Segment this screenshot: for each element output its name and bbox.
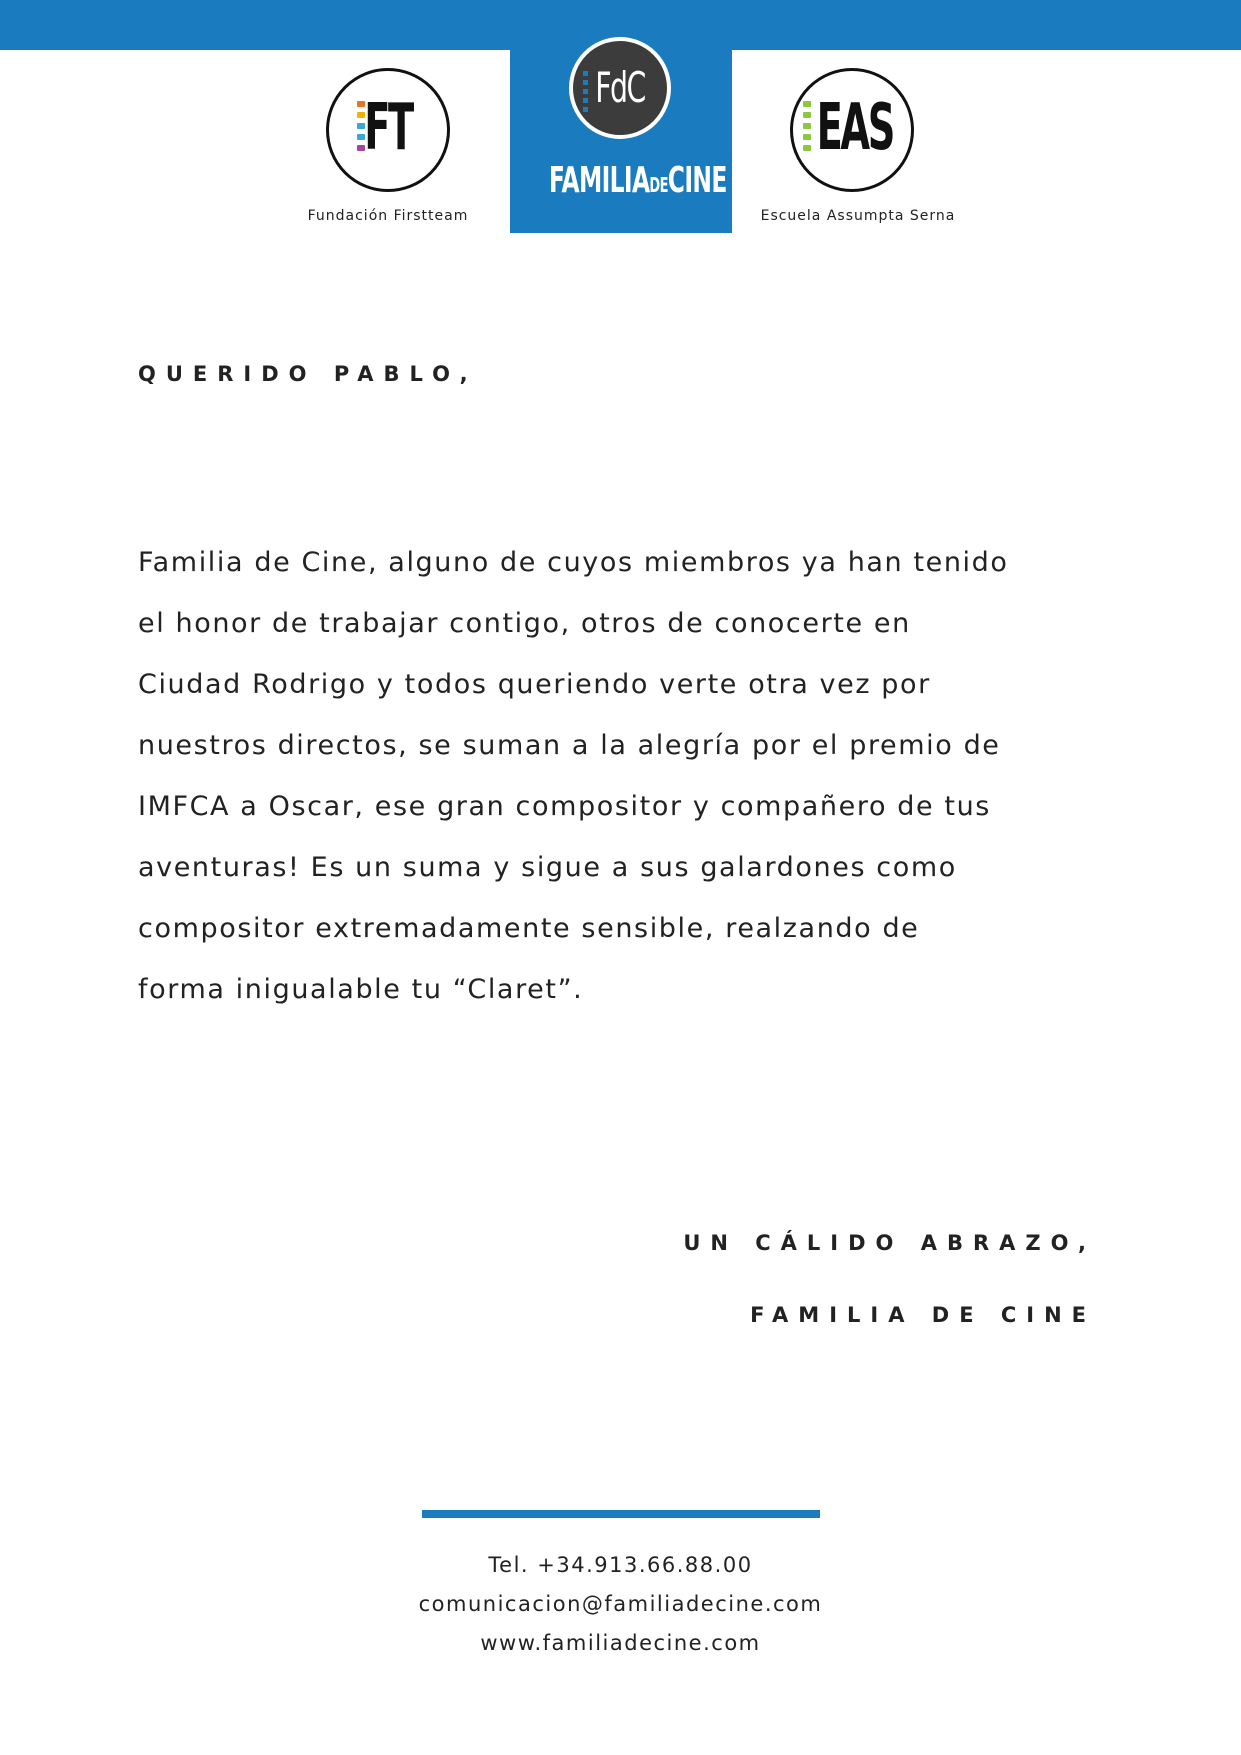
ft-initials: FT: [364, 91, 412, 165]
body-line: Ciudad Rodrigo y todos queriendo verte otra vez por: [138, 669, 931, 700]
body-line: nuestros directos, se suman a la alegría por el premio de: [138, 730, 1001, 761]
firstteam-caption: Fundación Firstteam: [307, 208, 469, 224]
body-line: aventuras! Es un suma y sigue a sus galardones como: [138, 852, 957, 883]
contact-email[interactable]: comunicacion@familiadecine.com: [418, 1592, 823, 1616]
body-line: compositor extremadamente sensible, realzando de: [138, 913, 920, 944]
letter-body: [138, 532, 1098, 1020]
letter-closing: UN CÁLIDO ABRAZO,: [683, 1231, 1096, 1255]
film-strip-icon: [803, 101, 811, 156]
fdc-initials: FdC: [595, 63, 645, 112]
eas-initials: EAS: [816, 91, 894, 165]
fdc-wordmark: FAMILIADECINE: [548, 160, 727, 201]
contact-website[interactable]: www.familiadecine.com: [480, 1631, 761, 1655]
firstteam-logo: [326, 68, 450, 192]
letter-signature: FAMILIA DE CINE: [750, 1303, 1096, 1327]
familia-de-cine-logo: [510, 12, 732, 233]
assumpta-serna-logo: [790, 68, 914, 192]
assumpta-serna-caption: Escuela Assumpta Serna: [760, 208, 956, 224]
body-line: Familia de Cine, alguno de cuyos miembros ya han tenido: [138, 547, 1009, 578]
footer-divider: [422, 1510, 820, 1518]
body-line: forma inigualable tu “Claret”.: [138, 974, 584, 1005]
fdc-emblem: [569, 37, 671, 139]
contact-phone: Tel. +34.913.66.88.00: [488, 1553, 753, 1577]
body-line: el honor de trabajar contigo, otros de conocerte en: [138, 608, 911, 639]
letter-salutation: QUERIDO PABLO,: [138, 362, 478, 386]
body-line: IMFCA a Oscar, ese gran compositor y compañero de tus: [138, 791, 991, 822]
